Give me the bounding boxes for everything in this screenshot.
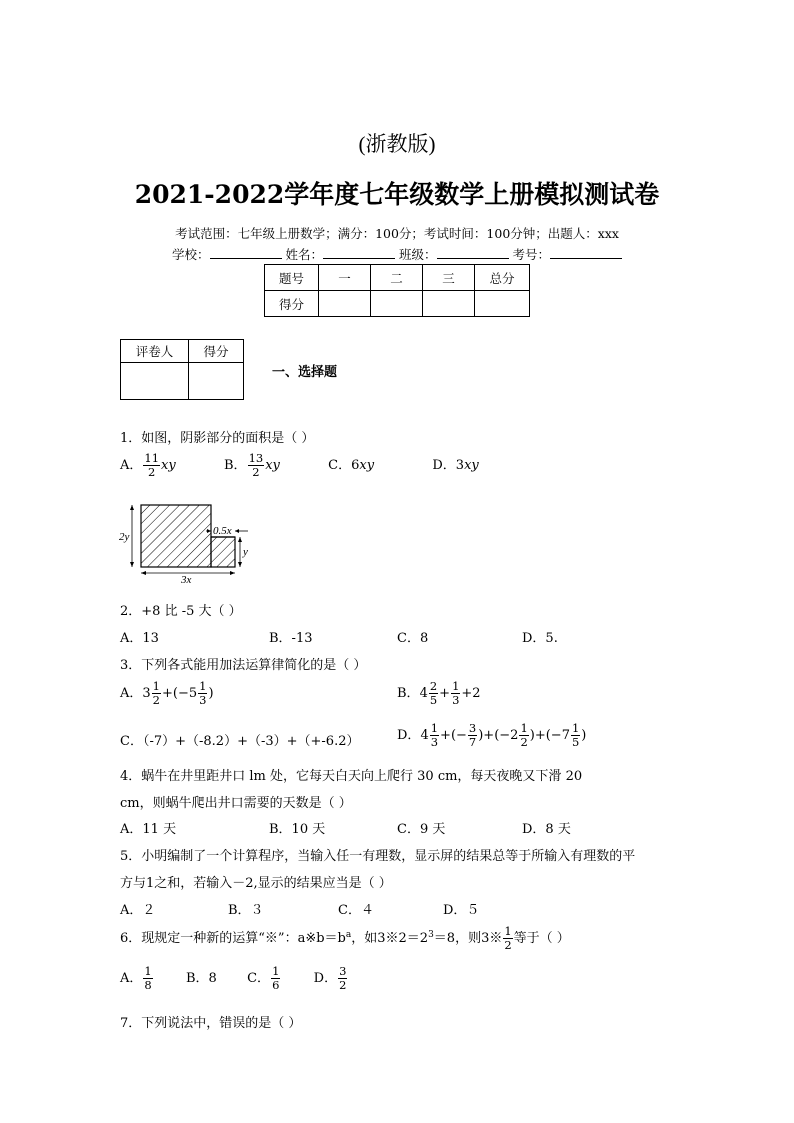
class-label: 班级：	[398, 247, 437, 262]
name-blank[interactable]	[323, 246, 395, 259]
figure-label-2y: 2y	[119, 531, 130, 543]
q6-c-label: C．	[247, 971, 271, 987]
question-1-figure	[118, 497, 258, 587]
figure-label-3x: 3x	[181, 574, 192, 586]
q3-d-expr: 4 $\frac{1}{3}$ +(− $\frac{3}{7}$ )+(−2 $\frac{1}{2}$ )+(−7 $\frac{1}{5}$ )	[420, 721, 587, 750]
figure-label-05x: 0.5x	[213, 525, 232, 537]
score-table-header-row	[265, 265, 530, 291]
q1-b-var: xy	[265, 458, 280, 474]
q3-option-b[interactable]	[397, 680, 481, 707]
q6-a-frac	[143, 965, 152, 992]
question-4-stem-line2: cm，则蜗牛爬出井口需要的天数是（ ）	[120, 796, 352, 811]
grader-header-cell: 得分	[189, 340, 244, 363]
score-row-label: 得分	[265, 291, 319, 317]
question-2-stem: 2．+8 比 -5 大（ ）	[120, 604, 242, 619]
q4-option-c[interactable]: C．9 天	[397, 822, 446, 837]
q6-c-den: 6	[272, 978, 280, 993]
q6-c-num: 1	[272, 964, 280, 978]
question-4-stem-line1: 4．蜗牛在井里距井口 lm 处，它每天白天向上爬行 30 cm，每天夜晚又下滑 20	[120, 769, 583, 784]
score-header-cell: 二	[371, 265, 423, 291]
q5-option-a[interactable]: A．２	[120, 903, 156, 918]
id-blank[interactable]	[550, 246, 622, 259]
score-header-cell: 一	[319, 265, 371, 291]
q6-frac-den: 2	[504, 938, 512, 953]
grader-cell[interactable]	[189, 363, 244, 400]
q2-option-a[interactable]: A．13	[120, 631, 159, 646]
q6-stem-pre: 6．现规定一种新的运算“※”：a※b＝b	[120, 931, 346, 947]
q1-option-b[interactable]	[224, 451, 280, 480]
q4-option-d[interactable]: D．8 天	[522, 822, 571, 837]
q3-option-d[interactable]	[397, 722, 586, 749]
q1-c-label: C．6	[328, 458, 360, 474]
question-7-stem: 7．下列说法中，错误的是（ ）	[120, 1016, 302, 1031]
question-3-stem: 3．下列各式能用加法运算律简化的是（ ）	[120, 658, 367, 673]
subtitle: (浙教版)	[358, 132, 436, 156]
q6-a-den: 8	[144, 978, 152, 993]
q1-b-frac	[248, 452, 265, 479]
q1-b-den: 2	[252, 465, 260, 480]
score-header-cell: 三	[423, 265, 475, 291]
q4-option-b[interactable]: B．10 天	[269, 822, 326, 837]
q6-a-label: A．	[120, 971, 143, 987]
q3-b-label: B．	[397, 686, 420, 702]
school-label: 学校：	[171, 247, 210, 262]
question-1-options	[120, 452, 479, 479]
score-cell[interactable]	[319, 291, 371, 317]
exam-info: 考试范围：七年级上册数学；满分：100分；考试时间：100分钟；出题人：xxx	[175, 226, 619, 241]
q6-option-d[interactable]	[313, 964, 349, 993]
q6-d-label: D．	[313, 971, 338, 987]
q6-stem-mid2: ＝8，则3※	[433, 931, 503, 947]
q6-option-a[interactable]	[120, 964, 154, 993]
score-header-cell: 总分	[475, 265, 530, 291]
q3-b-expr: 4 $\frac{2}{5}$ + $\frac{1}{3}$ +2	[419, 679, 481, 708]
q5-option-d[interactable]: D．５	[443, 903, 480, 918]
question-5-stem-line2: 方与1之和，若输入－2,显示的结果应当是（ ）	[120, 876, 392, 891]
grader-cell[interactable]	[121, 363, 189, 400]
q6-stem-sup: a	[345, 929, 352, 940]
q6-stem-frac	[503, 925, 512, 952]
q3-option-c[interactable]: C．（-7）+（-8.2）+（-3）+（+-6.2）	[120, 734, 360, 749]
q4-option-a[interactable]: A．11 天	[120, 822, 177, 837]
school-blank[interactable]	[210, 246, 282, 259]
q2-option-d[interactable]: D．5.	[522, 631, 558, 646]
q1-option-d[interactable]	[432, 458, 478, 473]
q2-option-c[interactable]: C．8	[397, 631, 429, 646]
score-table-row	[265, 291, 530, 317]
q2-option-b[interactable]: B．-13	[269, 631, 313, 646]
q3-a-label: A．	[120, 686, 143, 702]
q1-b-num: 13	[248, 451, 264, 465]
class-blank[interactable]	[437, 246, 509, 259]
q5-option-c[interactable]: C．４	[338, 903, 374, 918]
student-info-line	[0, 245, 794, 263]
score-cell[interactable]	[371, 291, 423, 317]
question-1-stem: 1．如图，阴影部分的面积是（ ）	[120, 431, 315, 446]
score-table	[264, 264, 530, 317]
q6-stem-mid: ，如3※2＝2	[351, 931, 429, 947]
figure-label-y: y	[243, 546, 248, 558]
q3-option-a[interactable]	[120, 680, 214, 707]
q1-c-var: xy	[359, 458, 375, 474]
q1-a-num: 11	[144, 451, 160, 465]
score-cell[interactable]	[423, 291, 475, 317]
id-label: 考号：	[512, 247, 550, 262]
q5-option-b[interactable]: B．３	[228, 903, 264, 918]
q1-option-c[interactable]	[328, 458, 374, 473]
q6-c-frac	[271, 965, 280, 992]
q1-option-a[interactable]	[120, 451, 176, 480]
grader-table	[120, 339, 244, 400]
q1-d-label: D．3	[432, 458, 465, 474]
q3-d-label: D．	[397, 728, 421, 744]
score-cell[interactable]	[475, 291, 530, 317]
grader-header-cell: 评卷人	[121, 340, 189, 363]
section-title: 一、选择题	[272, 365, 338, 380]
q1-b-label: B．	[224, 458, 247, 474]
q1-d-var: xy	[464, 458, 479, 474]
q6-option-b[interactable]: B．8	[186, 971, 217, 987]
q6-a-num: 1	[144, 964, 152, 978]
question-5-stem-line1: 5．小明编制了一个计算程序，当输入任一有理数，显示屏的结果总等于所输入有理数的平	[120, 849, 636, 864]
q3-a-expr: 3 $\frac{1}{2}$ +(−5 $\frac{1}{3}$ )	[142, 679, 214, 708]
score-header-cell: 题号	[265, 265, 319, 291]
q1-a-var: xy	[161, 458, 176, 474]
question-6-options	[120, 965, 348, 992]
q1-a-den: 2	[148, 465, 156, 480]
name-label: 姓名：	[285, 247, 323, 262]
q6-d-frac	[338, 965, 347, 992]
grader-header-row	[121, 340, 244, 363]
q6-d-num: 3	[339, 964, 347, 978]
page-title: 2021-2022学年度七年级数学上册模拟测试卷	[134, 180, 660, 209]
figure-small-rect	[211, 537, 235, 567]
figure-large-rect	[141, 505, 211, 567]
q6-stem-sup2: 3	[428, 929, 434, 940]
q1-a-frac	[143, 452, 160, 479]
q6-frac-num: 1	[504, 924, 512, 938]
q6-option-c[interactable]	[247, 964, 281, 993]
q6-stem-post: 等于（ ）	[513, 931, 570, 947]
question-6-stem	[120, 925, 570, 952]
q6-d-den: 2	[339, 978, 347, 993]
q1-a-label: A．	[120, 458, 143, 474]
grader-row	[121, 363, 244, 400]
